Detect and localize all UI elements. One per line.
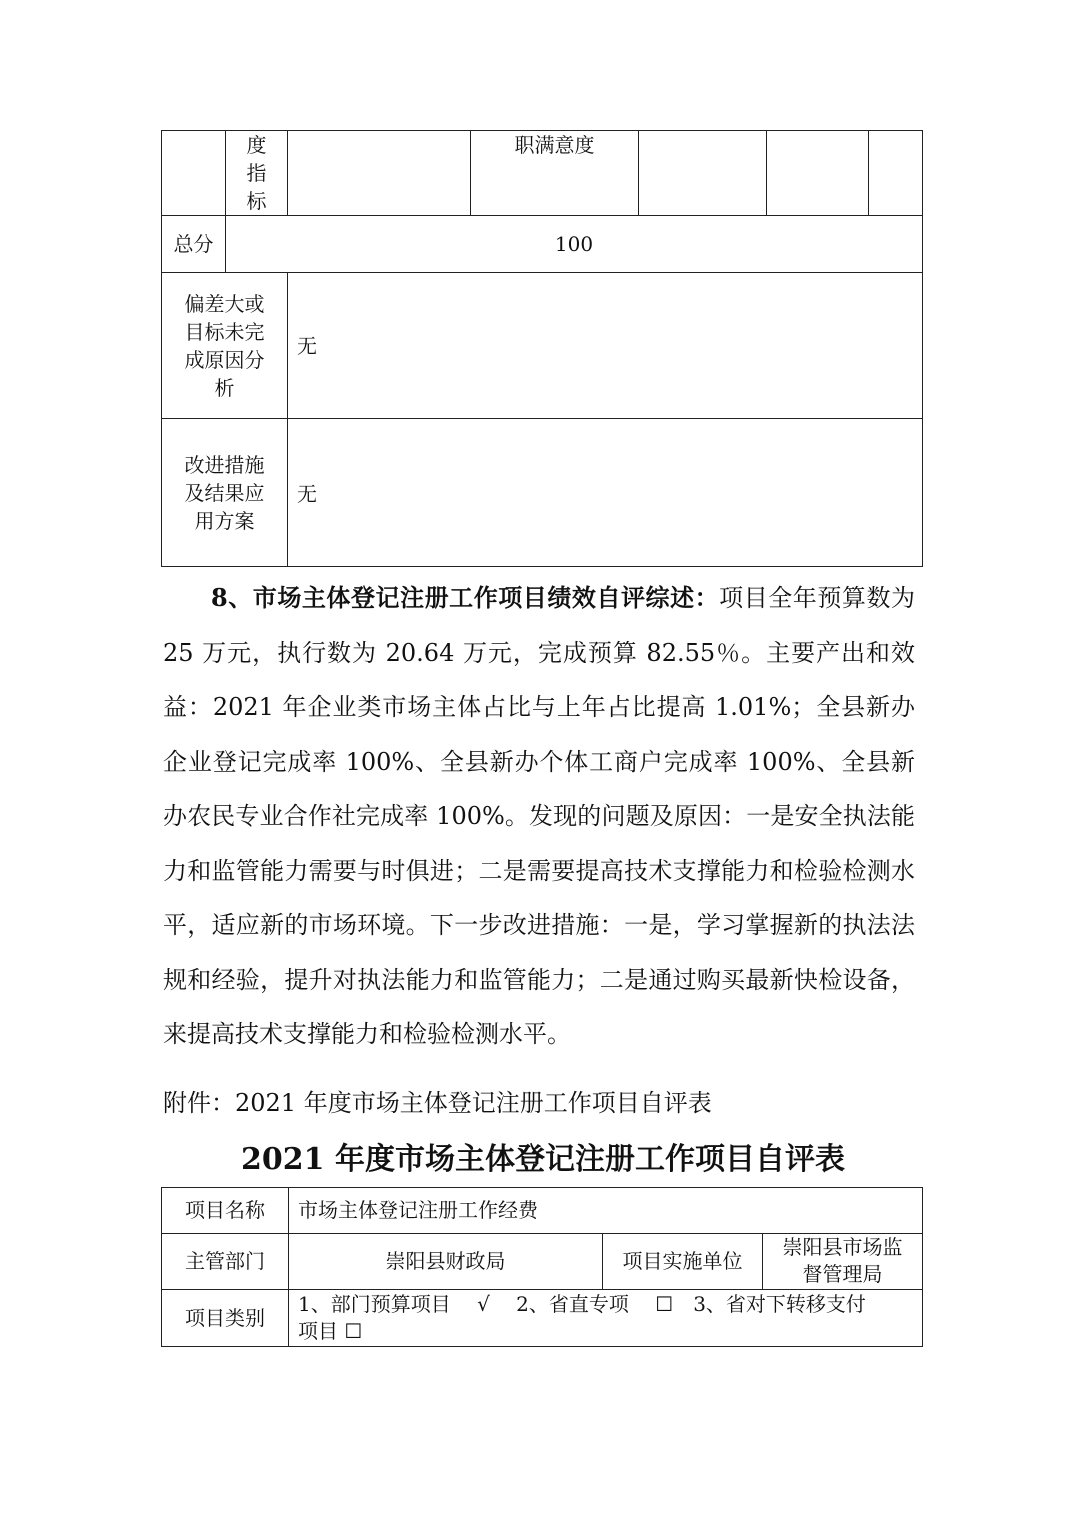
improvement-measures-label: 改进措施 及结果应 用方案 xyxy=(184,453,265,533)
improvement-measures-value: 无 xyxy=(297,482,317,506)
project-type-line2: 项目 ☐ xyxy=(298,1319,363,1343)
summary-body: 项目全年预算数为 25 万元，执行数为 20.64 万元，完成预算 82.55％。主要产出和效益：2021 年企业类市场主体占比与上年占比提高 1.01%；全县新办企业登记完成率 100%、全县新办个体工商户完成率 100%、全县新办农民专业合作社完成率 100%。发现的问题及原因：一是安全执法能力和监管能力需要与时俱进；二是需要提高技术支撑能力和检验检测水平，适应新的市场环境。下一步改进措施：一是，学习掌握新的执法法规和经验，提升对执法能力和监管能力；二是通过购买最新快检设备，来提高技术支撑能力和检验检测水平。 xyxy=(163,584,915,1048)
total-score-value: 100 xyxy=(554,232,594,256)
deviation-reason-value: 无 xyxy=(297,334,317,358)
project-name-value: 市场主体登记注册工作经费 xyxy=(298,1198,538,1222)
attachment-line: 附件：2021 年度市场主体登记注册工作项目自评表 xyxy=(163,1089,712,1117)
form-title: 2021 年度市场主体登记注册工作项目自评表 xyxy=(241,1142,845,1177)
supervising-dept-value: 崇阳县财政局 xyxy=(385,1249,506,1273)
summary-lead: 8、市场主体登记注册工作项目绩效自评综述： xyxy=(211,583,720,612)
total-score-label: 总分 xyxy=(173,232,214,256)
implementing-unit-value: 崇阳县市场监 督管理局 xyxy=(782,1235,903,1286)
performance-summary-paragraph xyxy=(163,571,915,1062)
deviation-reason-label: 偏差大或 目标未完 成原因分 析 xyxy=(184,292,265,400)
project-type-label: 项目类别 xyxy=(185,1306,265,1330)
implementing-unit-label: 项目实施单位 xyxy=(622,1249,743,1273)
project-type-line1: 1、部门预算项目 √ 2、省直专项 ☐ 3、省对下转移支付 xyxy=(298,1292,866,1316)
project-name-label: 项目名称 xyxy=(185,1198,265,1222)
indicator-metric-name: 职满意度 xyxy=(514,133,595,157)
supervising-dept-label: 主管部门 xyxy=(185,1249,265,1273)
indicator-category-label: 度 指 标 xyxy=(246,133,267,213)
